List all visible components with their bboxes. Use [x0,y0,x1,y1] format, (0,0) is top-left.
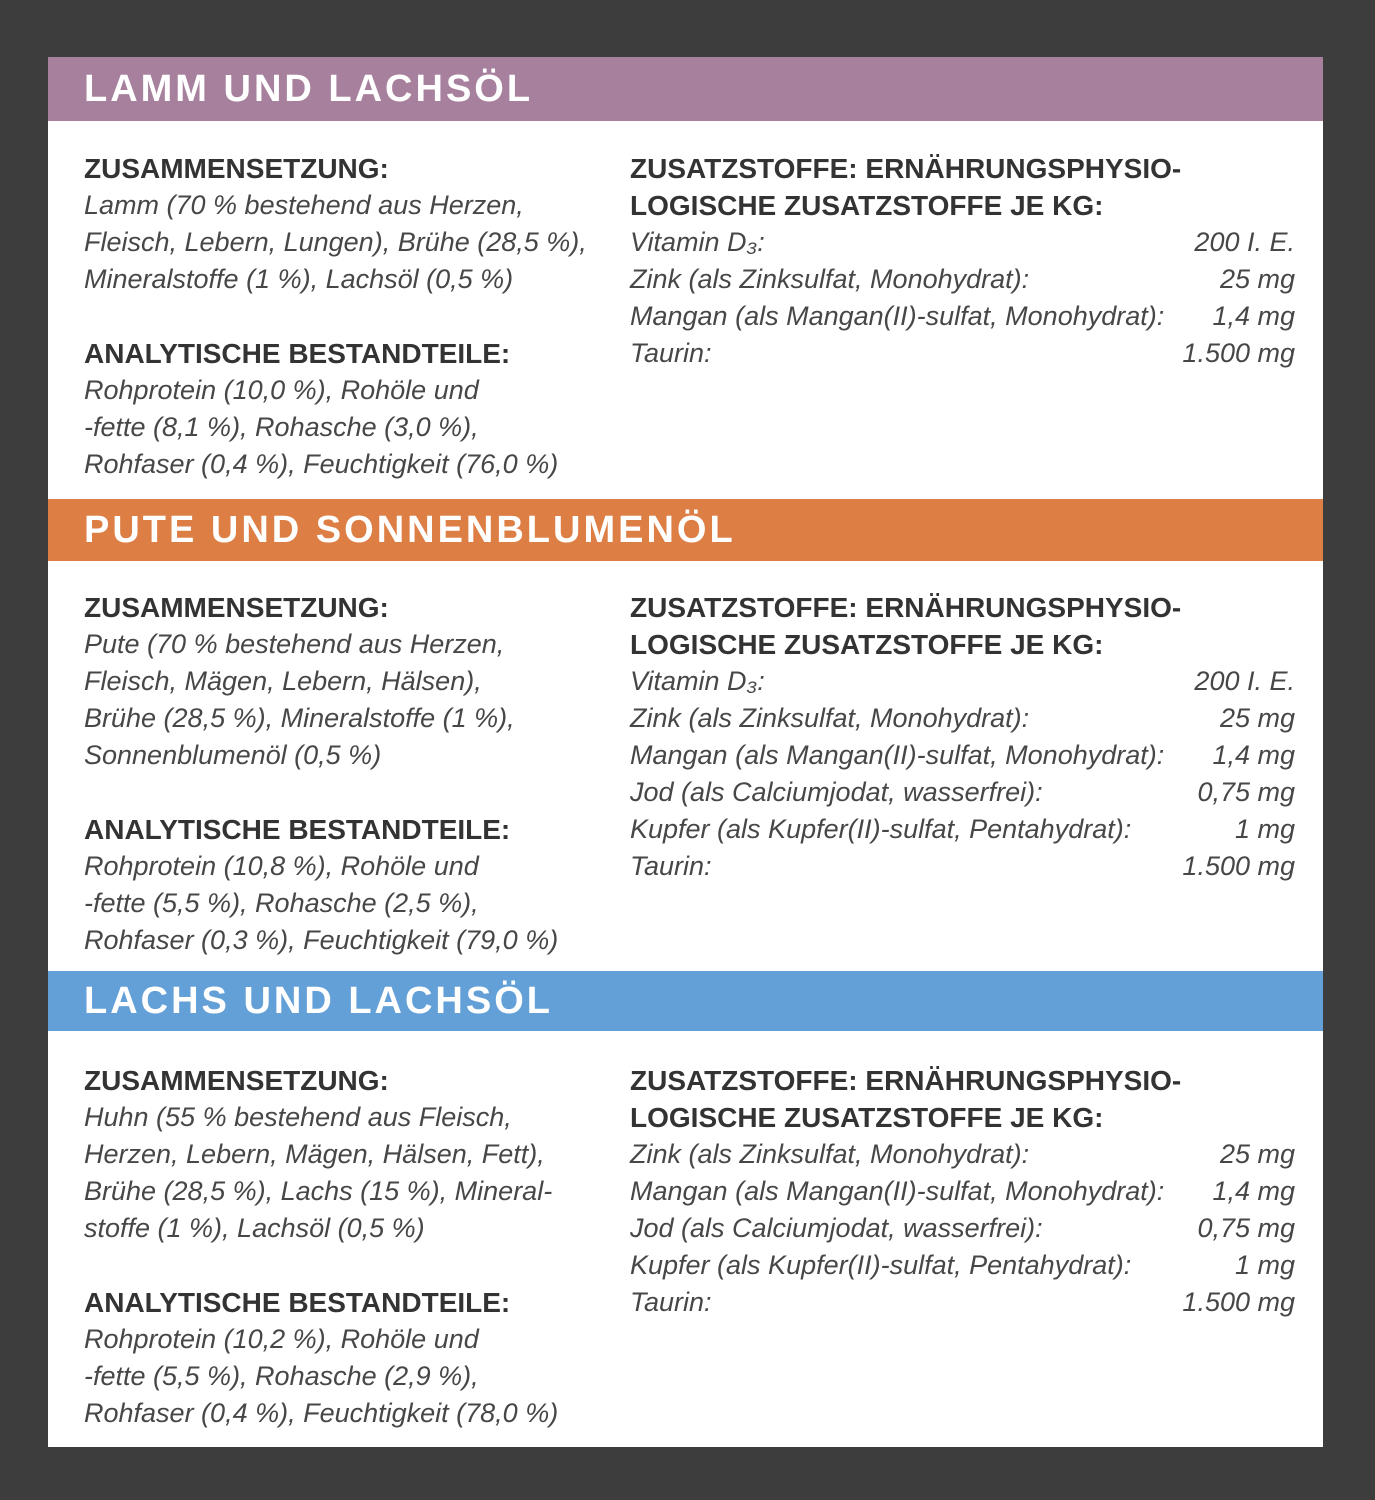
analytical-line: Rohprotein (10,2 %), Rohöle und [84,1324,479,1354]
additive-label: Mangan (als Mangan(II)-sulfat, Monohydrat): [630,1176,1165,1206]
additive-row [630,848,1295,885]
composition-line: Fleisch, Mägen, Lebern, Hälsen), [84,666,482,696]
analytical-heading: ANALYTISCHE BESTANDTEILE: [84,338,511,369]
composition-line: Mineralstoffe (1 %), Lachsöl (0,5 %) [84,264,514,294]
composition-line: Pute (70 % bestehend aus Herzen, [84,629,505,659]
analytical-block [84,1284,584,1432]
additive-value: 200 I. E. [1194,227,1295,257]
additive-value: 1,4 mg [1212,740,1295,770]
additive-row [630,1247,1295,1284]
additive-value: 1.500 mg [1182,851,1295,881]
additive-label: Kupfer (als Kupfer(II)-sulfat, Pentahydrat): [630,1250,1132,1280]
analytical-line: -fette (5,5 %), Rohasche (2,5 %), [84,888,479,918]
composition-column [84,589,584,971]
additive-value: 0,75 mg [1197,1213,1295,1243]
additives-heading-line2: LOGISCHE ZUSATZSTOFFE JE KG: [630,629,1104,660]
section-pute-und-sonnenblumenoel [48,499,1323,971]
additive-value: 25 mg [1219,264,1295,294]
additive-value: 200 I. E. [1194,666,1295,696]
section-title: LACHS UND LACHSÖL [84,979,553,1022]
additive-label: Mangan (als Mangan(II)-sulfat, Monohydrat): [630,301,1165,331]
additive-value: 0,75 mg [1197,777,1295,807]
analytical-line: Rohfaser (0,3 %), Feuchtigkeit (79,0 %) [84,925,559,955]
additive-value: 25 mg [1219,703,1295,733]
analytical-line: -fette (5,5 %), Rohasche (2,9 %), [84,1361,479,1391]
composition-line: Lamm (70 % bestehend aus Herzen, [84,190,524,220]
additives-heading-line1: ZUSATZSTOFFE: ERNÄHRUNGSPHYSIO- [630,592,1182,623]
additives-heading-line2: LOGISCHE ZUSATZSTOFFE JE KG: [630,1102,1104,1133]
additive-value: 1,4 mg [1212,301,1295,331]
additive-label: Zink (als Zinksulfat, Monohydrat): [630,1139,1030,1169]
analytical-block [84,335,584,483]
section-content [48,121,1323,499]
additives-heading-line1: ZUSATZSTOFFE: ERNÄHRUNGSPHYSIO- [630,1065,1182,1096]
additive-row [630,700,1295,737]
additive-value: 1,4 mg [1212,1176,1295,1206]
additive-row [630,335,1295,372]
section-content [48,1031,1323,1447]
composition-block [84,1062,584,1247]
additive-row [630,1136,1295,1173]
composition-heading: ZUSAMMENSETZUNG: [84,1065,389,1096]
composition-line: Fleisch, Lebern, Lungen), Brühe (28,5 %), [84,227,587,257]
additive-label: Taurin: [630,851,712,881]
additive-row [630,224,1295,261]
composition-column [84,150,587,499]
section-title-bar [48,499,1323,561]
additive-label: Taurin: [630,338,712,368]
composition-line: Herzen, Lebern, Mägen, Hälsen, Fett), [84,1139,545,1169]
analytical-line: Rohfaser (0,4 %), Feuchtigkeit (78,0 %) [84,1398,559,1428]
analytical-block [84,811,584,959]
section-lachs-und-lachsoel [48,971,1323,1447]
additive-row [630,1210,1295,1247]
analytical-heading: ANALYTISCHE BESTANDTEILE: [84,814,511,845]
composition-block [84,589,584,774]
additive-label: Zink (als Zinksulfat, Monohydrat): [630,264,1030,294]
additives-column [630,1062,1295,1447]
additive-row [630,261,1295,298]
composition-line: Sonnenblumenöl (0,5 %) [84,740,382,770]
additive-label: Taurin: [630,1287,712,1317]
nutrition-label-card [48,57,1323,1447]
composition-line: Brühe (28,5 %), Lachs (15 %), Mineral- [84,1176,553,1206]
composition-line: Brühe (28,5 %), Mineralstoffe (1 %), [84,703,515,733]
additive-label: Vitamin D₃: [630,227,765,257]
composition-heading: ZUSAMMENSETZUNG: [84,592,389,623]
additive-value: 1.500 mg [1182,1287,1295,1317]
additive-label: Vitamin D₃: [630,666,765,696]
composition-column [84,1062,584,1447]
additive-row [630,663,1295,700]
analytical-line: Rohfaser (0,4 %), Feuchtigkeit (76,0 %) [84,449,559,479]
analytical-line: -fette (8,1 %), Rohasche (3,0 %), [84,412,479,442]
additive-label: Zink (als Zinksulfat, Monohydrat): [630,703,1030,733]
additive-label: Jod (als Calciumjodat, wasserfrei): [630,1213,1043,1243]
additive-label: Kupfer (als Kupfer(II)-sulfat, Pentahydrat): [630,814,1132,844]
composition-block [84,150,587,298]
additives-heading-line1: ZUSATZSTOFFE: ERNÄHRUNGSPHYSIO- [630,153,1182,184]
additive-row [630,1173,1295,1210]
additive-value: 1 mg [1234,1250,1295,1280]
additive-row [630,811,1295,848]
additive-value: 1 mg [1234,814,1295,844]
additive-row [630,774,1295,811]
composition-heading: ZUSAMMENSETZUNG: [84,153,389,184]
additive-row [630,298,1295,335]
additive-row [630,1284,1295,1321]
additive-label: Mangan (als Mangan(II)-sulfat, Monohydrat): [630,740,1165,770]
section-title-bar [48,57,1323,121]
section-content [48,561,1323,971]
additives-column [630,150,1295,499]
analytical-heading: ANALYTISCHE BESTANDTEILE: [84,1287,511,1318]
additive-value: 1.500 mg [1182,338,1295,368]
additive-row [630,737,1295,774]
section-title: LAMM UND LACHSÖL [84,67,534,110]
analytical-line: Rohprotein (10,0 %), Rohöle und [84,375,479,405]
composition-line: Huhn (55 % bestehend aus Fleisch, [84,1102,512,1132]
section-lamm-und-lachsoel [48,57,1323,499]
section-title-bar [48,971,1323,1031]
additive-label: Jod (als Calciumjodat, wasserfrei): [630,777,1043,807]
additives-column [630,589,1295,971]
composition-line: stoffe (1 %), Lachsöl (0,5 %) [84,1213,425,1243]
additives-heading-line2: LOGISCHE ZUSATZSTOFFE JE KG: [630,190,1104,221]
analytical-line: Rohprotein (10,8 %), Rohöle und [84,851,479,881]
additive-value: 25 mg [1219,1139,1295,1169]
section-title: PUTE UND SONNENBLUMENÖL [84,508,736,551]
